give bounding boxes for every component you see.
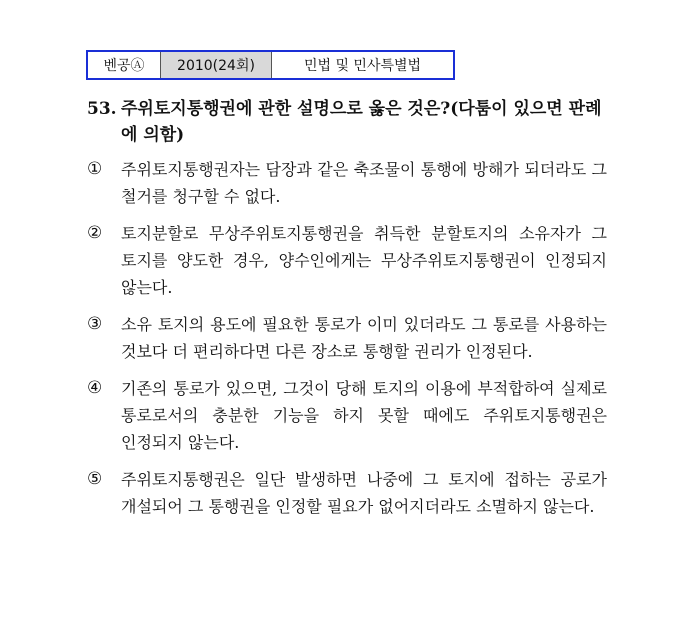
exam-year-label: 2010(24회) — [160, 52, 272, 78]
question-number: 53. — [87, 99, 117, 119]
option-marker: ① — [87, 159, 103, 179]
option-text: 주위토지통행권은 일단 발생하면 나중에 그 토지에 접하는 공로가 개설되어 그 통행권을 인정할 필요가 없어지더라도 소멸하지 않는다. — [121, 470, 607, 516]
option-marker: ⑤ — [87, 469, 103, 489]
answer-option-4 — [87, 375, 607, 456]
question-text: 주위토지통행권에 관한 설명으로 옳은 것은?(다툼이 있으면 판례에 의함) — [121, 99, 602, 145]
option-marker: ③ — [87, 314, 103, 334]
question-stem — [87, 96, 607, 148]
option-text: 토지분할로 무상주위토지통행권을 취득한 분할토지의 소유자가 그 토지를 양도한 경우, 양수인에게는 무상주위토지통행권이 인정되지 않는다. — [121, 224, 607, 297]
answer-option-2 — [87, 220, 607, 301]
answer-option-1 — [87, 156, 607, 210]
option-marker: ④ — [87, 378, 103, 398]
answer-options — [87, 156, 607, 530]
answer-option-3 — [87, 311, 607, 365]
option-text: 주위토지통행권자는 담장과 같은 축조물이 통행에 방해가 되더라도 그 철거를 청구할 수 없다. — [121, 160, 607, 206]
exam-header — [86, 50, 455, 80]
option-marker: ② — [87, 223, 103, 243]
answer-option-5 — [87, 466, 607, 520]
exam-series-label: 벤공Ⓐ — [103, 58, 145, 74]
option-text: 기존의 통로가 있으면, 그것이 당해 토지의 이용에 부적합하여 실제로 통로로서의 충분한 기능을 하지 못할 때에도 주위토지통행권은 인정되지 않는다. — [121, 379, 607, 452]
exam-subject-label: 민법 및 민사특별법 — [303, 58, 422, 74]
option-text: 소유 토지의 용도에 필요한 통로가 이미 있더라도 그 통로를 사용하는 것보다 더 편리하다면 다른 장소로 통행할 권리가 인정된다. — [121, 315, 607, 361]
